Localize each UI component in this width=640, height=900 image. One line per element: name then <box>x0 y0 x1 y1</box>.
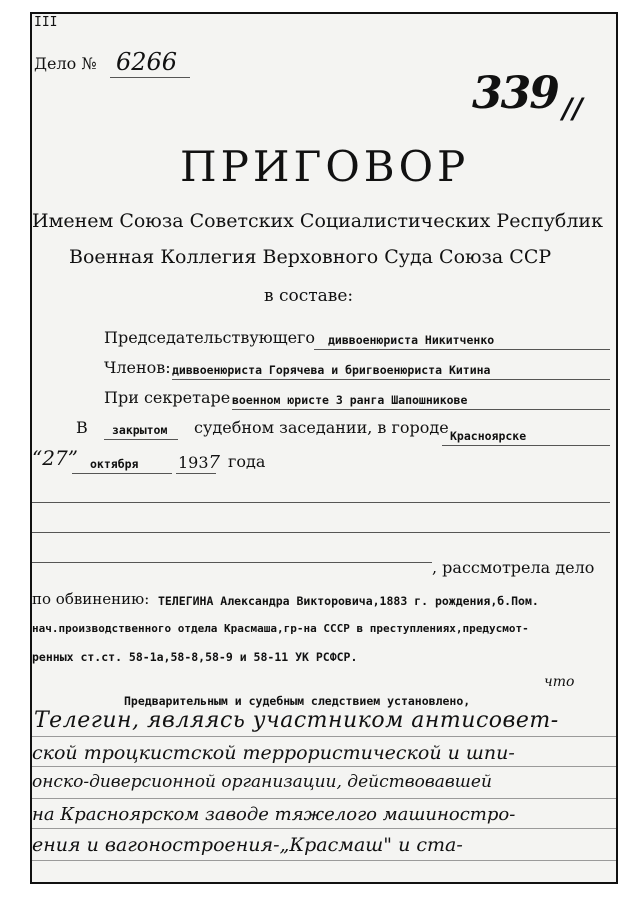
members-value: диввоенюриста Горячева и бригвоенюриста Китина <box>172 363 491 377</box>
sheet-mark: // <box>562 92 583 125</box>
session-city: Красноярске <box>450 429 527 443</box>
session-year: 1937 <box>178 452 220 473</box>
session-year-line <box>176 473 216 474</box>
case-number-underline <box>110 77 190 78</box>
charge-line-1: ТЕЛЕГИНА Александра Викторовича,1883 г. рождения,б.Пом. <box>158 594 539 608</box>
secretary-label: При секретаре <box>104 388 231 407</box>
preamble-line-3: в составе: <box>264 286 354 306</box>
session-month: октября <box>90 457 139 471</box>
binding-marks: III <box>34 15 58 30</box>
blank-line-3 <box>32 562 432 563</box>
charge-line-2: нач.производственного отдела Красмаша,гр-на СССР в преступлениях,предусмот- <box>32 622 529 635</box>
charge-line-3: ренных ст.ст. 58-1а,58-8,58-9 и 58-11 УК РСФСР. <box>32 650 358 664</box>
findings-hand-line-1: Телегин, являясь участником антисовет- <box>34 708 559 733</box>
reviewed-text: , рассмотрела дело <box>432 558 595 577</box>
page-rule-2 <box>32 766 616 767</box>
preamble-line-1: Именем Союза Советских Социалистических Республик <box>32 210 603 232</box>
findings-hand-line-5: ения и вагоностроения-„Красмаш" и ста- <box>32 834 463 856</box>
secretary-line <box>232 409 610 410</box>
session-city-line <box>442 445 610 446</box>
secretary-value: военном юристе 3 ранга Шапошникове <box>232 393 468 407</box>
findings-typed: Предварительным и судебным следствием установлено, <box>124 694 471 708</box>
findings-hand-line-2: ской троцкистской террористической и шпи- <box>32 742 515 764</box>
case-label: Дело № <box>34 54 97 73</box>
blank-line-2 <box>32 532 610 533</box>
findings-hand-line-3: онско-диверсионной организации, действовавшей <box>32 772 492 792</box>
session-month-line <box>72 473 172 474</box>
sheet-number: 339 <box>472 68 558 119</box>
session-year-suffix: года <box>228 452 266 471</box>
members-line <box>172 379 610 380</box>
session-text: судебном заседании, в городе <box>194 418 449 437</box>
chair-value: диввоенюриста Никитченко <box>328 333 495 347</box>
page-rule-5 <box>32 860 616 861</box>
sentence-page <box>30 12 618 884</box>
findings-hand-that: что <box>544 674 575 690</box>
chair-line <box>314 349 610 350</box>
preamble-line-2: Военная Коллегия Верховного Суда Союза ССР <box>69 246 552 268</box>
session-day: “27” <box>32 446 78 470</box>
page-rule-1 <box>32 736 616 737</box>
session-type-line <box>104 439 178 440</box>
session-type: закрытом <box>112 423 168 437</box>
charge-label: по обвинению: <box>32 590 150 608</box>
findings-hand-line-4: на Красноярском заводе тяжелого машиностро- <box>32 804 516 825</box>
chair-label: Председательствующего <box>104 328 316 347</box>
page-rule-3 <box>32 798 616 799</box>
blank-line-1 <box>32 502 610 503</box>
members-label: Членов: <box>104 358 171 377</box>
case-number: 6266 <box>116 48 178 76</box>
page-rule-4 <box>32 828 616 829</box>
document-title: ПРИГОВОР <box>180 142 470 191</box>
session-prefix: В <box>76 418 88 437</box>
